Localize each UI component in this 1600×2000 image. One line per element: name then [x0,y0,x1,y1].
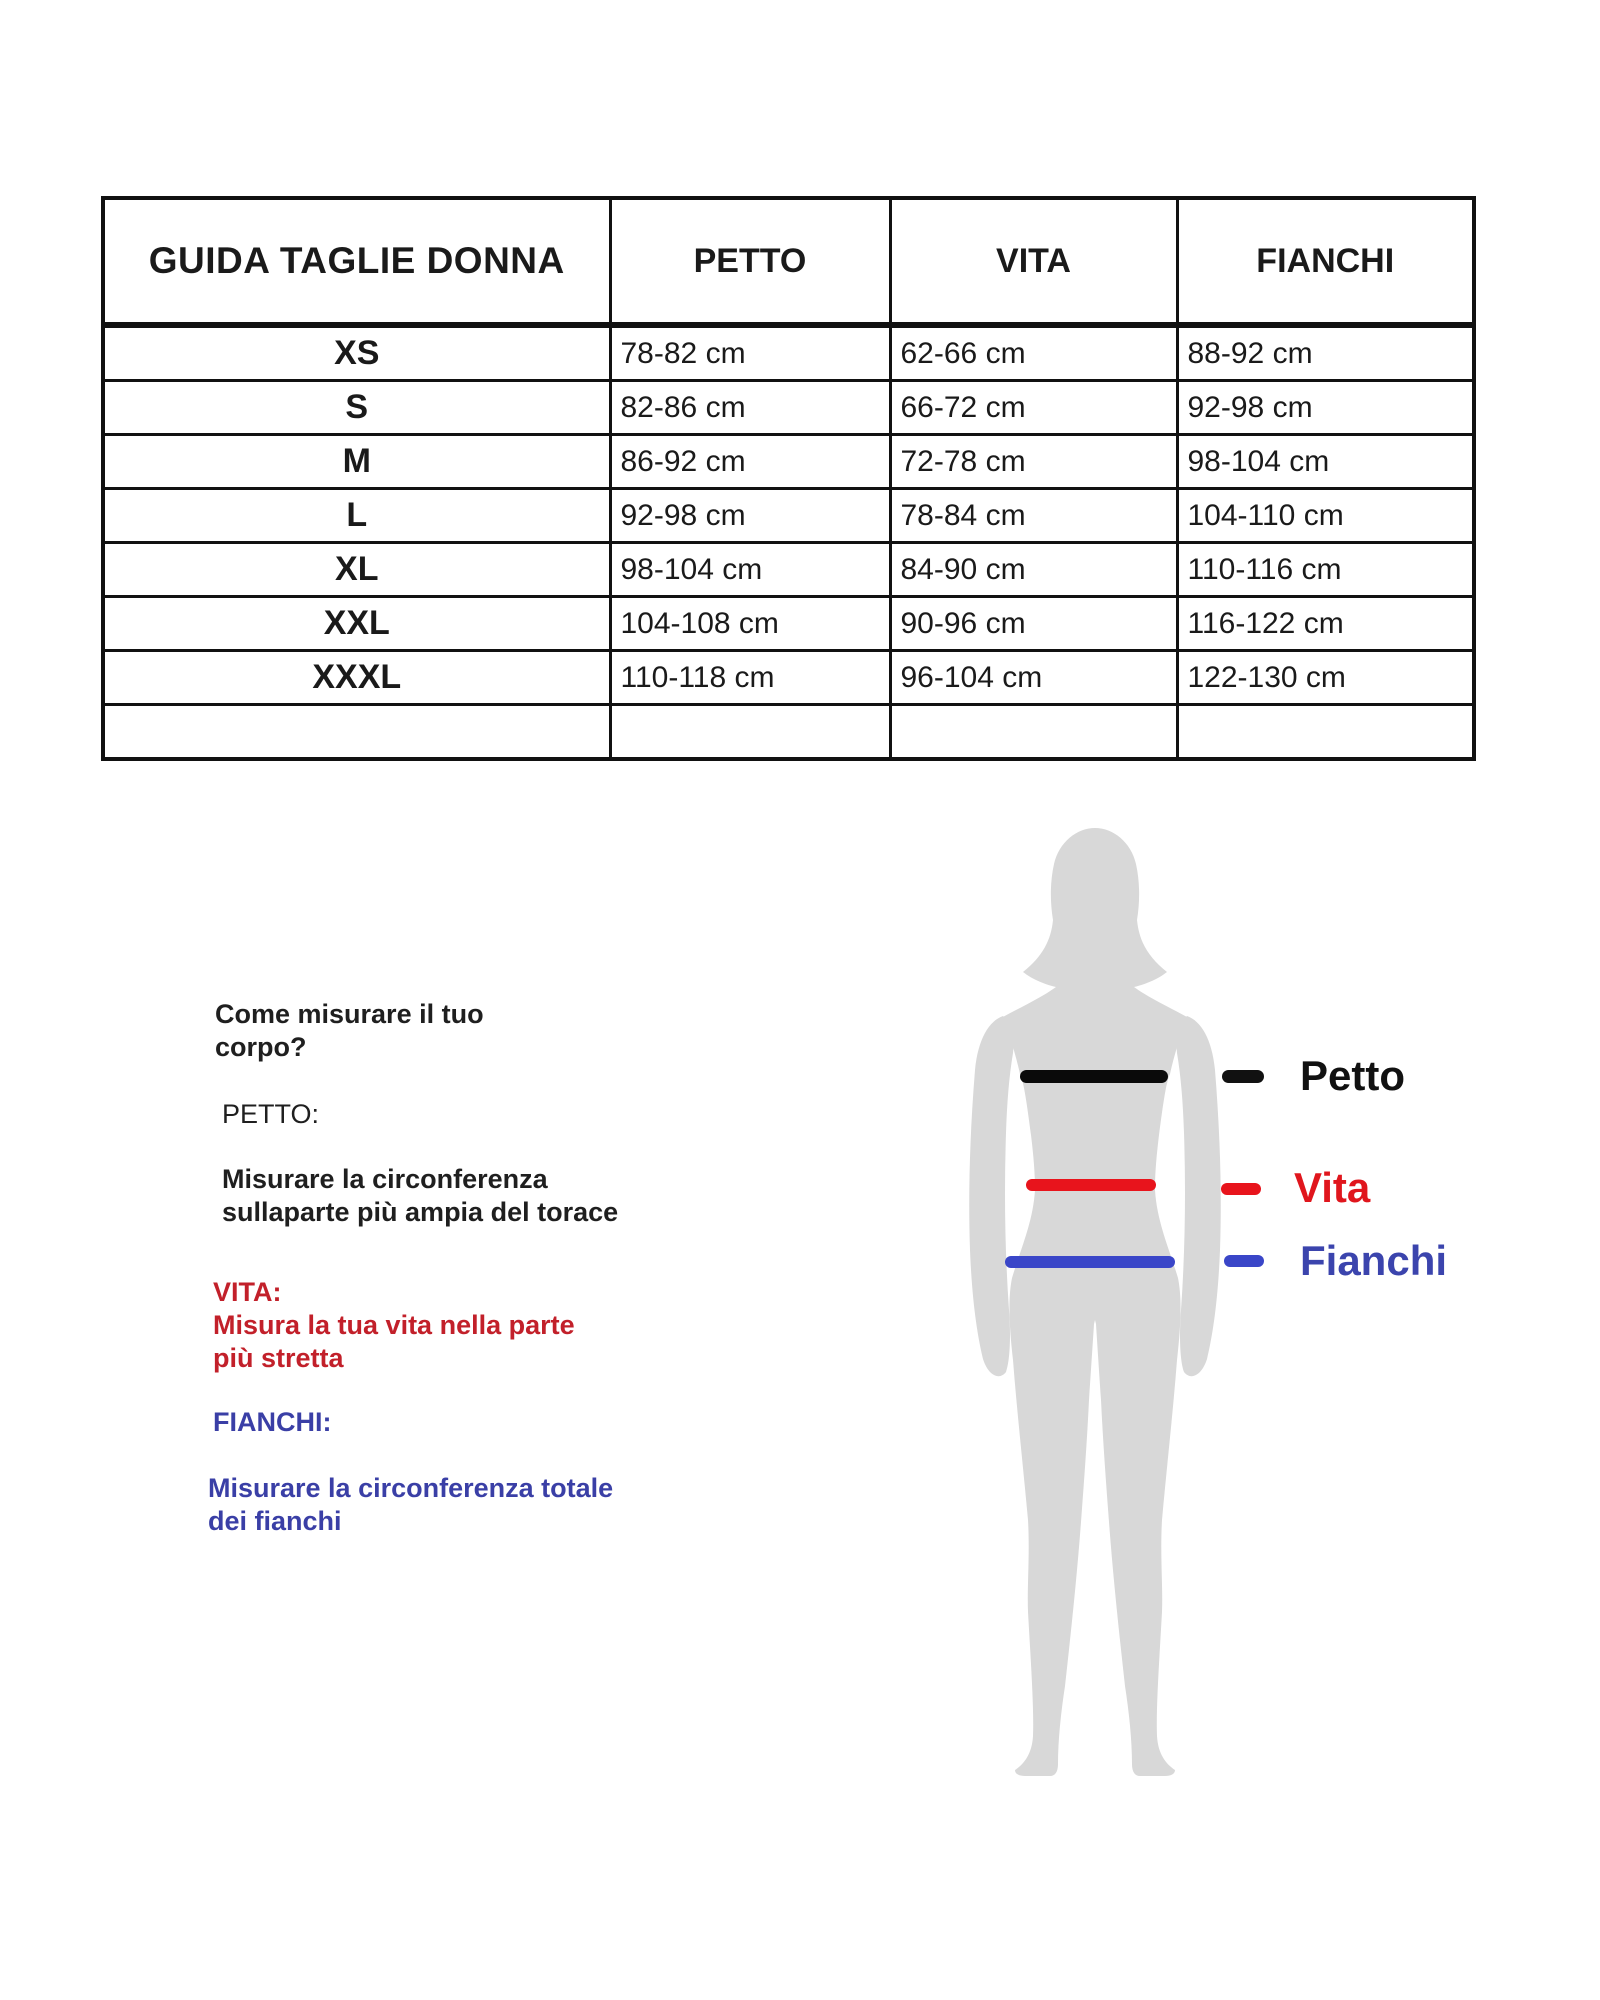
vita-cell: 96-104 cm [890,651,1177,705]
legend-vita-label: Vita [1294,1164,1371,1211]
legend-fianchi-label: Fianchi [1300,1237,1448,1284]
column-header-fianchi: FIANCHI [1177,198,1474,325]
vita-cell: 66-72 cm [890,381,1177,435]
empty-cell [890,705,1177,760]
empty-cell [1177,705,1474,760]
instructions-title-line2: corpo? [215,1032,307,1062]
size-cell: XS [103,325,610,381]
vita-cell: 90-96 cm [890,597,1177,651]
waist-measure-line [1026,1179,1156,1191]
legend-fianchi-dash [1224,1255,1264,1267]
fianchi-description [208,1472,613,1538]
fianchi-cell: 104-110 cm [1177,489,1474,543]
petto-cell: 82-86 cm [610,381,890,435]
column-header-petto: PETTO [610,198,890,325]
table-row-xl [103,543,1474,597]
empty-cell [610,705,890,760]
female-body-silhouette [935,820,1295,1800]
size-cell: S [103,381,610,435]
petto-cell: 92-98 cm [610,489,890,543]
size-cell: XXL [103,597,610,651]
petto-cell: 78-82 cm [610,325,890,381]
fianchi-desc-line1: Misurare la circonferenza totale [208,1473,614,1503]
petto-desc-line2: sullaparte più ampia del torace [222,1197,619,1227]
petto-cell: 104-108 cm [610,597,890,651]
chest-measure-line [1020,1070,1168,1083]
fianchi-cell: 116-122 cm [1177,597,1474,651]
right-arm-path [1176,1016,1220,1376]
table-row-xxl [103,597,1474,651]
petto-cell: 110-118 cm [610,651,890,705]
vita-cell: 62-66 cm [890,325,1177,381]
left-arm-path [969,1016,1013,1376]
column-header-guide: GUIDA TAGLIE DONNA [103,198,610,325]
fianchi-desc-line2: dei fianchi [208,1506,342,1536]
table-row-m [103,435,1474,489]
fianchi-cell: 122-130 cm [1177,651,1474,705]
petto-description [222,1163,618,1229]
legend-vita-dash [1221,1183,1261,1195]
table-row-xs [103,325,1474,381]
hip-measure-line [1005,1256,1175,1268]
legend-petto-dash [1222,1070,1264,1083]
table-row-l [103,489,1474,543]
instructions-title [215,998,484,1064]
vita-section [213,1276,575,1375]
vita-heading: VITA: [213,1277,282,1307]
vita-desc-line2: più stretta [213,1343,344,1373]
table-row-s [103,381,1474,435]
petto-cell: 98-104 cm [610,543,890,597]
petto-heading [222,1098,319,1131]
size-guide-table [101,196,1476,761]
body-path [1003,828,1187,1776]
size-cell: XL [103,543,610,597]
empty-cell [103,705,610,760]
header-row [103,198,1474,325]
vita-cell: 84-90 cm [890,543,1177,597]
table-row-empty [103,705,1474,760]
fianchi-heading-text: FIANCHI: [213,1407,332,1437]
table-row-xxxl [103,651,1474,705]
petto-desc-line1: Misurare la circonferenza [222,1164,548,1194]
legend-petto-label: Petto [1300,1052,1405,1099]
fianchi-heading [213,1406,331,1439]
petto-cell: 86-92 cm [610,435,890,489]
vita-desc-line1: Misura la tua vita nella parte [213,1310,575,1340]
petto-heading-text: PETTO: [222,1099,320,1129]
size-cell: L [103,489,610,543]
fianchi-cell: 110-116 cm [1177,543,1474,597]
fianchi-cell: 98-104 cm [1177,435,1474,489]
column-header-vita: VITA [890,198,1177,325]
vita-cell: 78-84 cm [890,489,1177,543]
vita-cell: 72-78 cm [890,435,1177,489]
fianchi-cell: 92-98 cm [1177,381,1474,435]
size-cell: XXXL [103,651,610,705]
size-cell: M [103,435,610,489]
fianchi-cell: 88-92 cm [1177,325,1474,381]
instructions-title-line1: Come misurare il tuo [215,999,484,1029]
